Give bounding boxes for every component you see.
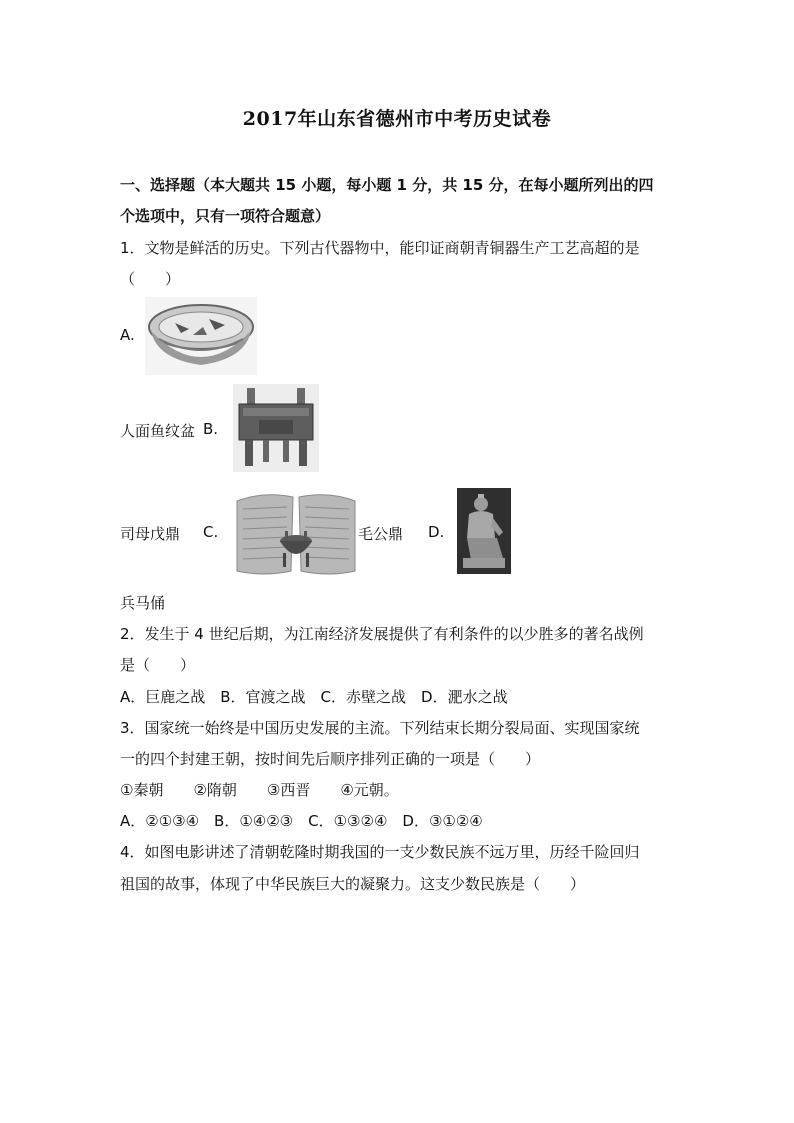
q2-stem-line2: 是（ ） [120,656,196,674]
q2-options: A．巨鹿之战 B．官渡之战 C．赤壁之战 D．淝水之战 [120,688,508,706]
maogong-ding-image [233,487,359,579]
q3-stem-line1: 3．国家统一始终是中国历史发展的主流。下列结束长期分裂局面、实现国家统 [120,719,640,737]
q3-options: A．②①③④ B．①④②③ C．①③②④ D．③①②④ [120,812,483,830]
q1-stem-line1: 1．文物是鲜活的历史。下列古代器物中，能印证商朝青铜器生产工艺高超的是 [120,239,640,257]
q4-stem-line2: 祖国的故事，体现了中华民族巨大的凝聚力。这支少数民族是（ ） [120,875,586,893]
q1-option-a-caption: 人面鱼纹盆 [120,422,196,440]
q4-stem-line1: 4．如图电影讲述了清朝乾隆时期我国的一支少数民族不远万里，历经千险回归 [120,843,640,861]
q1-option-b-label: B. [203,420,219,438]
q1-option-a-label: A. [120,326,135,344]
section-heading-line1: 一、选择题（本大题共 15 小题，每小题 1 分，共 15 分，在每小题所列出的四 [120,176,654,194]
section-heading-line2: 个选项中，只有一项符合题意） [120,207,331,225]
simuwu-ding-image [233,384,319,472]
q1-option-c-label: C. [203,523,219,541]
terracotta-warrior-image [457,488,511,574]
painted-pottery-basin-image [145,297,257,375]
q1-option-d-caption: 兵马俑 [120,594,166,612]
q3-items: ①秦朝 ②隋朝 ③西晋 ④元朝。 [120,781,399,799]
q1-option-c-caption: 毛公鼎 [358,525,404,543]
q3-stem-line2: 一的四个封建王朝，按时间先后顺序排列正确的一项是（ ） [120,750,541,768]
page-title: 2017年山东省德州市中考历史试卷 [242,108,552,130]
q1-option-d-label: D. [428,523,445,541]
q2-stem-line1: 2．发生于 4 世纪后期，为江南经济发展提供了有利条件的以少胜多的著名战例 [120,625,644,643]
q1-option-b-caption: 司母戊鼎 [120,525,181,543]
q1-stem-line2: （ ） [120,270,181,288]
